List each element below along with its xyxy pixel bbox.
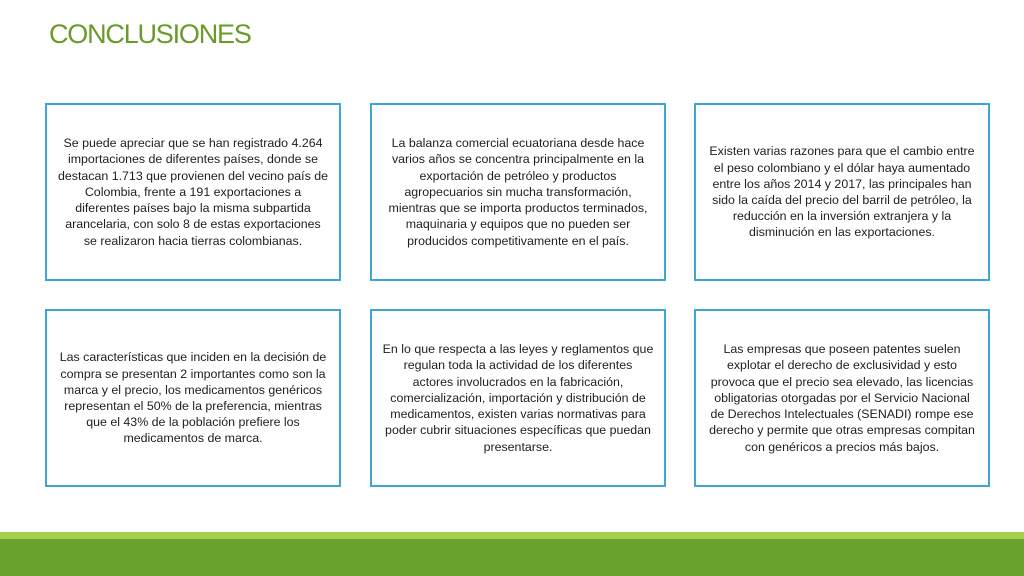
footer-bar — [0, 539, 1024, 576]
conclusion-card-3-text: Existen varias razones para que el cambio entre el peso colombiano y el dólar haya aumentado entre los años 2014 y 2017, las principales han sido la caída del precio del barril de petróleo, la reducción en la inversión extranjera y la disminución en las exportaciones. — [709, 144, 975, 240]
conclusion-card-6 — [694, 309, 990, 487]
conclusion-card-4 — [45, 309, 341, 487]
conclusion-card-5 — [370, 309, 666, 487]
conclusion-card-2 — [370, 103, 666, 281]
conclusion-card-4-text: Las características que inciden en la decisión de compra se presentan 2 importantes como son la marca y el precio, los medicamentos genéricos representan el 50% de la preferencia, mientras que el 43% de la población prefiere los medicamentos de marca. — [59, 350, 327, 446]
conclusion-card-5-text: En lo que respecta a las leyes y reglamentos que regulan toda la actividad de los diferentes actores involucrados en la fabricación, comercialización, importación y distribución de medicamentos, existen varias normativas para poder cubrir situaciones específicas que puedan presentarse. — [382, 342, 654, 454]
footer-accent-stripe — [0, 532, 1024, 539]
conclusion-card-6-text: Las empresas que poseen patentes suelen explotar el derecho de exclusividad y esto provoca que el precio sea elevado, las licencias obligatorias otorgadas por el Servicio Nacional de Derechos Intelectuales (SENADI) rompe ese derecho y permite que otras empresas compitan con genéricos a precios más bajos. — [709, 342, 975, 454]
conclusion-card-1-text: Se puede apreciar que se han registrado 4.264 importaciones de diferentes países, donde se destacan 1.713 que provienen del vecino país de Colombia, frente a 191 exportaciones a diferentes países bajo la misma subpartida arancelaria, con solo 8 de estas exportaciones se realizaron hacia tierras colombianas. — [57, 136, 329, 248]
conclusion-card-2-text: La balanza comercial ecuatoriana desde hace varios años se concentra principalmente en la exportación de petróleo y productos agropecuarios sin mucha transformación, mientras que se importa productos terminados, maquinaria y equipos que no pueden ser producidos competitivamente en el país. — [388, 136, 648, 248]
conclusion-card-1 — [45, 103, 341, 281]
slide-title: CONCLUSIONES — [49, 19, 251, 49]
conclusion-card-3 — [694, 103, 990, 281]
